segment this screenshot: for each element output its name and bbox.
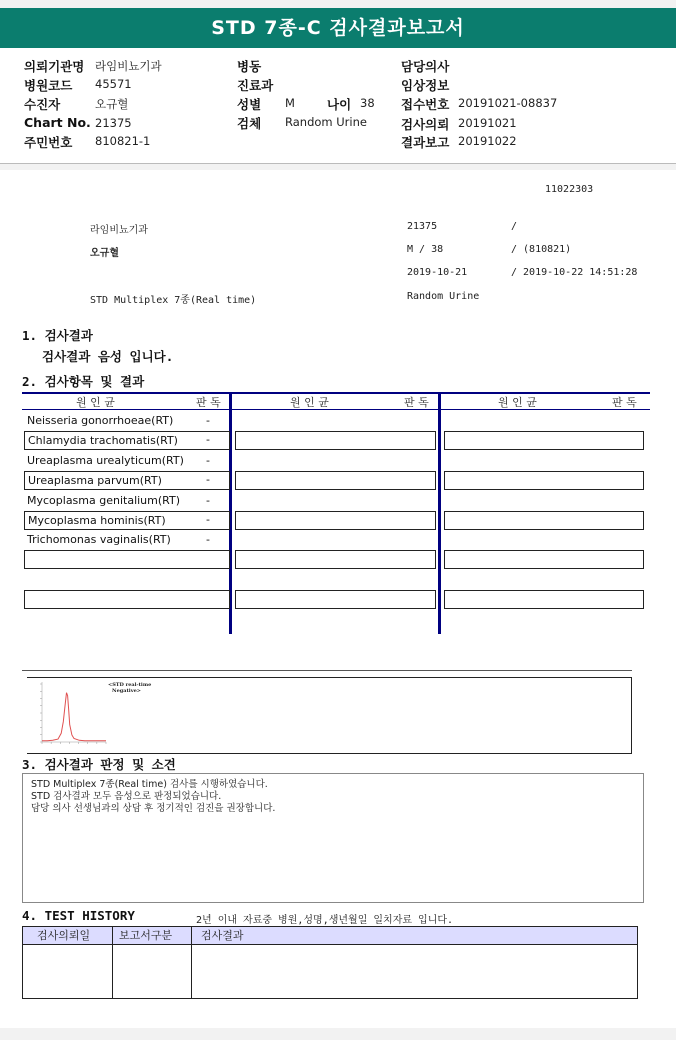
history-table [22,926,638,999]
report-date-label: 결과보고 [401,135,450,150]
report-hospital: 라임비뇨기과 [90,225,148,236]
organism-name: Ureaplasma parvum(RT) [24,471,230,490]
section1-title: 1. 검사결과 [22,328,93,343]
col-header-judgement: 판 독 [196,396,221,409]
history-col-date: 검사의뢰일 [37,929,91,942]
col-header-judgement: 판 독 [612,396,637,409]
report-birth: / (810821) [511,244,572,255]
report-result-date: / 2019-10-22 14:51:28 [511,267,638,278]
report-date-value: 20191022 [458,134,517,148]
sex-label: 성별 [237,97,262,112]
section2-title: 2. 검사항목 및 결과 [22,374,145,389]
col-header-judgement: 판 독 [404,396,429,409]
request-value: 20191021 [458,116,517,130]
organism-result: - [206,414,210,427]
code-label: 병원코드 [24,78,73,93]
sex-value: M [285,96,295,110]
report-header [0,8,676,48]
chart-caption: Negative> [112,688,141,694]
patient-value: 오규혈 [95,97,129,111]
chart-no-label: Chart No. [24,115,91,130]
report-patient: 오규혈 [90,248,119,259]
empty-cell [235,511,436,530]
empty-cell [235,431,436,450]
specimen-value: Random Urine [285,115,367,129]
report-specimen: Random Urine [407,291,480,302]
organism-result: - [206,454,210,467]
chart-caption: <STD real-time [108,682,152,688]
patient-label: 수진자 [24,97,61,112]
organism-name: Neisseria gonorrhoeae(RT) [27,414,174,427]
finding-line: STD 검사결과 모두 음성으로 판정되었습니다. [31,791,222,802]
column-separator [438,392,441,634]
finding-line: 담당 의사 선생님과의 상담 후 정기적인 검진을 권장합니다. [31,803,276,814]
empty-cell [24,590,230,609]
history-note: 2년 이내 자료중 병원,성명,생년월일 일치자료 입니다. [196,915,454,926]
report-slash: / [511,221,518,232]
patient-info [0,48,676,164]
dept-label: 진료과 [237,78,274,93]
request-label: 검사의뢰 [401,117,450,132]
hospital-value: 라임비뇨기과 [95,59,162,73]
col-header-organism: 원 인 균 [76,396,115,409]
amplification-chart [30,678,110,750]
age-label: 나이 [327,97,352,112]
section4-title: 4. TEST HISTORY [22,908,135,923]
empty-cell [24,550,230,569]
organism-name: Ureaplasma urealyticum(RT) [27,454,184,467]
doc-number: 11022303 [545,184,594,195]
col-header-organism: 원 인 균 [498,396,537,409]
results-top-line [22,392,650,394]
receipt-label: 접수번호 [401,97,450,112]
empty-cell [235,550,436,569]
age-value: 38 [360,96,375,110]
specimen-label: 검체 [237,116,262,131]
organism-result: - [206,533,210,546]
organism-result: - [206,473,210,486]
findings-box [22,773,644,903]
report-body [0,170,676,1028]
organism-result: - [206,513,210,526]
history-col-divider [191,927,192,998]
empty-cell [444,511,644,530]
empty-cell [235,471,436,490]
report-chart-no: 21375 [407,221,438,232]
chart-no-value: 21375 [95,116,132,130]
history-col-type: 보고서구분 [119,929,173,942]
section1-result: 검사결과 음성 입니다. [42,349,174,364]
organism-result: - [206,433,210,446]
rrn-label: 주민번호 [24,135,73,150]
empty-cell [444,590,644,609]
empty-cell [444,550,644,569]
clinical-label: 임상정보 [401,78,450,93]
organism-result: - [206,494,210,507]
organism-name: Trichomonas vaginalis(RT) [27,533,171,546]
chart-divider [22,670,632,671]
organism-name: Chlamydia trachomatis(RT) [24,431,230,450]
doctor-label: 담당의사 [401,59,450,74]
empty-cell [235,590,436,609]
report-request-date: 2019-10-21 [407,267,468,278]
finding-line: STD Multiplex 7종(Real time) 검사를 시행하였습니다. [31,779,268,790]
organism-name: Mycoplasma hominis(RT) [24,511,230,530]
report-test-name: STD Multiplex 7종(Real time) [90,295,257,306]
rrn-value: 810821-1 [95,134,151,148]
report-title: STD 7종-C 검사결과보고서 [211,17,465,39]
empty-cell [444,471,644,490]
hospital-label: 의뢰기관명 [24,59,85,74]
results-header-line [22,409,650,410]
col-header-organism: 원 인 균 [290,396,329,409]
code-value: 45571 [95,77,132,91]
history-col-result: 검사결과 [201,929,244,942]
ward-label: 병동 [237,59,262,74]
history-col-divider [112,927,113,998]
empty-cell [444,431,644,450]
section3-title: 3. 검사결과 판정 및 소견 [22,757,176,772]
report-sex-age: M / 38 [407,244,444,255]
receipt-value: 20191021-08837 [458,96,558,110]
organism-name: Mycoplasma genitalium(RT) [27,494,181,507]
